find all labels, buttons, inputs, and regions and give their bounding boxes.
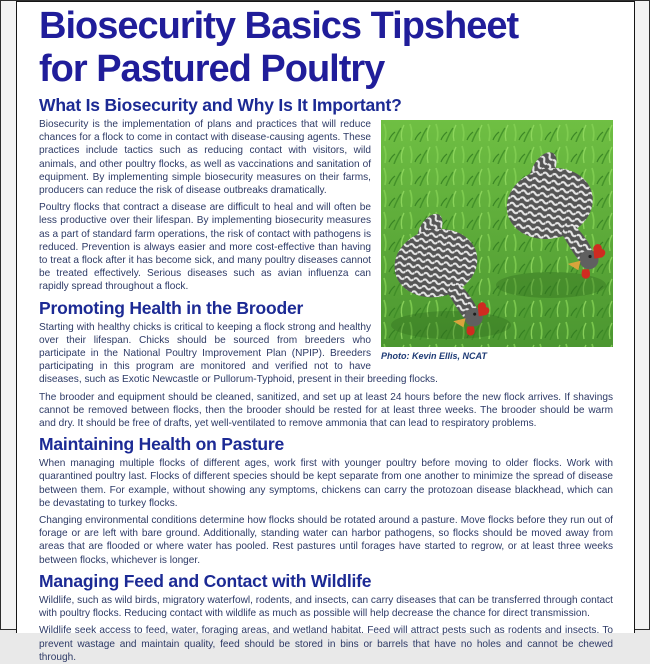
document-title bbox=[39, 5, 613, 91]
paragraph-healthy-chicks: Starting with healthy chicks is critical to keeping a flock strong and healthy over their lifespan. Chicks should be sourced from breeders who participate in the National Poultry Improvement Plan (NPIP). Breeders participating in this program are monitored and verified not to have diseases, such as Exotic Newcastle or Pullorum-Typhoid, present in their breeding flocks. bbox=[39, 321, 438, 386]
paragraph-flock-order: When managing multiple flocks of different ages, work first with younger poultry before moving to older flocks. Work with quarantined poultry last. Flocks of different species should be kept separate from one another to minimize the spread of disease between them. For example, without showing any symptoms, chickens can carry the protozoan disease blackhead, which can be devastating to turkey flocks. bbox=[39, 458, 613, 509]
paragraph-biosecurity-intro: Biosecurity is the implementation of plans and practices that will reduce chances for a flock to come in contact with disease-causing agents. These practices include tactics such as reducing contact with visitors, wild animals, and other poultry flocks, as well as vaccinations and sanitation of equipment. By implementing simple biosecurity measures on their farms, producers can reduce the risk of disease outbreaks dramatically. bbox=[39, 119, 371, 197]
pastured-hens-photo bbox=[381, 120, 613, 362]
paragraph-wildlife-diseases: Wildlife, such as wild birds, migratory waterfowl, rodents, and insects, can carry diseases that can be transferred through contact with poultry flocks. Reducing contact with wildlife as much as possible will help decrease the chance for direct transmission. bbox=[39, 594, 613, 620]
paragraph-biosecurity-prevention: Poultry flocks that contract a disease are difficult to heal and will often be less productive over their lifespan. By implementing biosecurity measures as a part of standard farm operations, the risk of contact with pathogens is reduced. Prevention is always easier and more cost-effective than having to treat a flock after it has become sick, and many poultry diseases cannot be treated effectively. Serious diseases such as avian influenza can rapidly spread throughout a flock. bbox=[39, 202, 371, 293]
section-heading-feed-wildlife: Managing Feed and Contact with Wildlife bbox=[39, 570, 372, 591]
photo-caption: Photo: Kevin Ellis, NCAT bbox=[381, 351, 487, 361]
section-heading-what-is-biosecurity: What Is Biosecurity and Why Is It Important? bbox=[39, 95, 402, 115]
paragraph-pasture-rotation: Changing environmental conditions determine how flocks should be rotated around a pasture. Move flocks before they run out of forage or are left with bare ground. Additionally, standing water can harbor pathogens, so flocks should be moved away from areas that are flooded or where water has pooled. Rest pastures until forages have started to regrow, or at least three weeks between flocks, whichever is longer. bbox=[39, 515, 613, 566]
paragraph-brooder-setup: The brooder and equipment should be cleaned, sanitized, and set up at least 24 hours before the new flock arrives. If shavings cannot be removed between flocks, then the brooder should be rested for at least three weeks. The brooder should be warm and dry. It should be free of drafts, yet well-ventilated to remove ammonia that can lead to respiratory problems. bbox=[39, 391, 613, 430]
document-title-line-2: for Pastured Poultry bbox=[39, 48, 385, 90]
section-heading-pasture-health: Maintaining Health on Pasture bbox=[39, 434, 285, 455]
document-title-line-1: Biosecurity Basics Tipsheet bbox=[39, 5, 519, 47]
tipsheet-page bbox=[16, 1, 635, 663]
hens-photo-image bbox=[381, 120, 613, 347]
paragraph-feed-storage: Wildlife seek access to feed, water, foraging areas, and wetland habitat. Feed will attract pests such as rodents and insects. To prevent wastage and maintain quality, feed should be stored in bins or barrels that have no holes and cannot be chewed through. bbox=[39, 625, 613, 663]
section-heading-brooder-health: Promoting Health in the Brooder bbox=[39, 297, 304, 318]
